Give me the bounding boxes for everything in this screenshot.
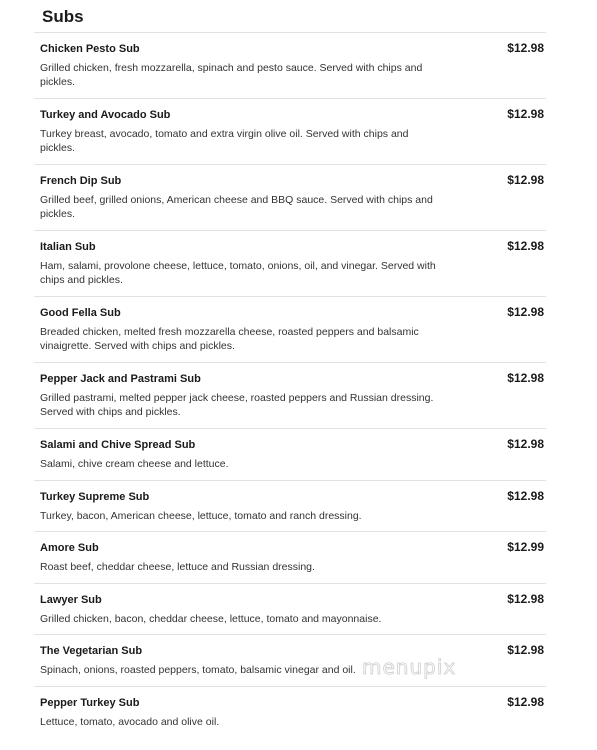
item-description: Ham, salami, provolone cheese, lettuce, tomato, onions, oil, and vinegar. Served with chips and pickles. [40, 260, 436, 286]
item-price: $12.98 [507, 489, 544, 503]
item-price: $12.98 [507, 239, 544, 253]
menu-item [34, 164, 546, 230]
menu-item [34, 32, 546, 98]
item-description: Grilled chicken, fresh mozzarella, spinach and pesto sauce. Served with chips and pickles. [40, 62, 423, 88]
menu-item [34, 428, 546, 480]
item-description: Lettuce, tomato, avocado and olive oil. [40, 716, 220, 728]
menu-item [34, 98, 546, 164]
item-name: Pepper Jack and Pastrami Sub [40, 373, 201, 385]
item-price: $12.98 [507, 371, 544, 385]
item-price: $12.99 [507, 540, 544, 554]
menu-item [34, 230, 546, 296]
menupix-watermark: menupix [362, 655, 457, 679]
menu-item [34, 531, 546, 583]
item-price: $12.98 [507, 592, 544, 606]
menu-item [34, 583, 546, 634]
item-price: $12.98 [507, 695, 544, 709]
item-name: Amore Sub [40, 542, 99, 554]
item-name: Chicken Pesto Sub [40, 43, 140, 55]
item-price: $12.98 [507, 41, 544, 55]
menu-item [34, 480, 546, 531]
item-price: $12.98 [507, 173, 544, 187]
item-name: French Dip Sub [40, 175, 122, 187]
item-name: Salami and Chive Spread Sub [40, 439, 196, 451]
item-description: Breaded chicken, melted fresh mozzarella cheese, roasted peppers and balsamic vinaigrette. Served with chips and pickles. [40, 326, 419, 352]
menu-item [34, 686, 546, 736]
item-description: Salami, chive cream cheese and lettuce. [40, 458, 229, 470]
item-price: $12.98 [507, 643, 544, 657]
item-description: Roast beef, cheddar cheese, lettuce and Russian dressing. [40, 561, 315, 573]
menu-item-list [34, 32, 546, 736]
item-description: Grilled pastrami, melted pepper jack cheese, roasted peppers and Russian dressing. Served with chips and pickles. [40, 392, 434, 418]
item-description: Spinach, onions, roasted peppers, tomato, balsamic vinegar and oil. [40, 664, 356, 676]
item-name: Pepper Turkey Sub [40, 697, 140, 709]
item-description: Turkey breast, avocado, tomato and extra virgin olive oil. Served with chips and pickles. [40, 128, 409, 154]
item-name: Turkey Supreme Sub [40, 491, 150, 503]
item-description: Grilled chicken, bacon, cheddar cheese, lettuce, tomato and mayonnaise. [40, 613, 382, 625]
menu-item [34, 362, 546, 428]
item-price: $12.98 [507, 305, 544, 319]
item-name: Italian Sub [40, 241, 96, 253]
item-price: $12.98 [507, 437, 544, 451]
menu-item [34, 296, 546, 362]
item-name: Good Fella Sub [40, 307, 121, 319]
menu-item [34, 634, 546, 686]
item-price: $12.98 [507, 107, 544, 121]
item-description: Grilled beef, grilled onions, American cheese and BBQ sauce. Served with chips and pickles. [40, 194, 433, 220]
item-description: Turkey, bacon, American cheese, lettuce, tomato and ranch dressing. [40, 510, 362, 522]
section-title: Subs [42, 7, 84, 26]
item-name: Lawyer Sub [40, 594, 102, 606]
item-name: The Vegetarian Sub [40, 645, 143, 657]
item-name: Turkey and Avocado Sub [40, 109, 171, 121]
